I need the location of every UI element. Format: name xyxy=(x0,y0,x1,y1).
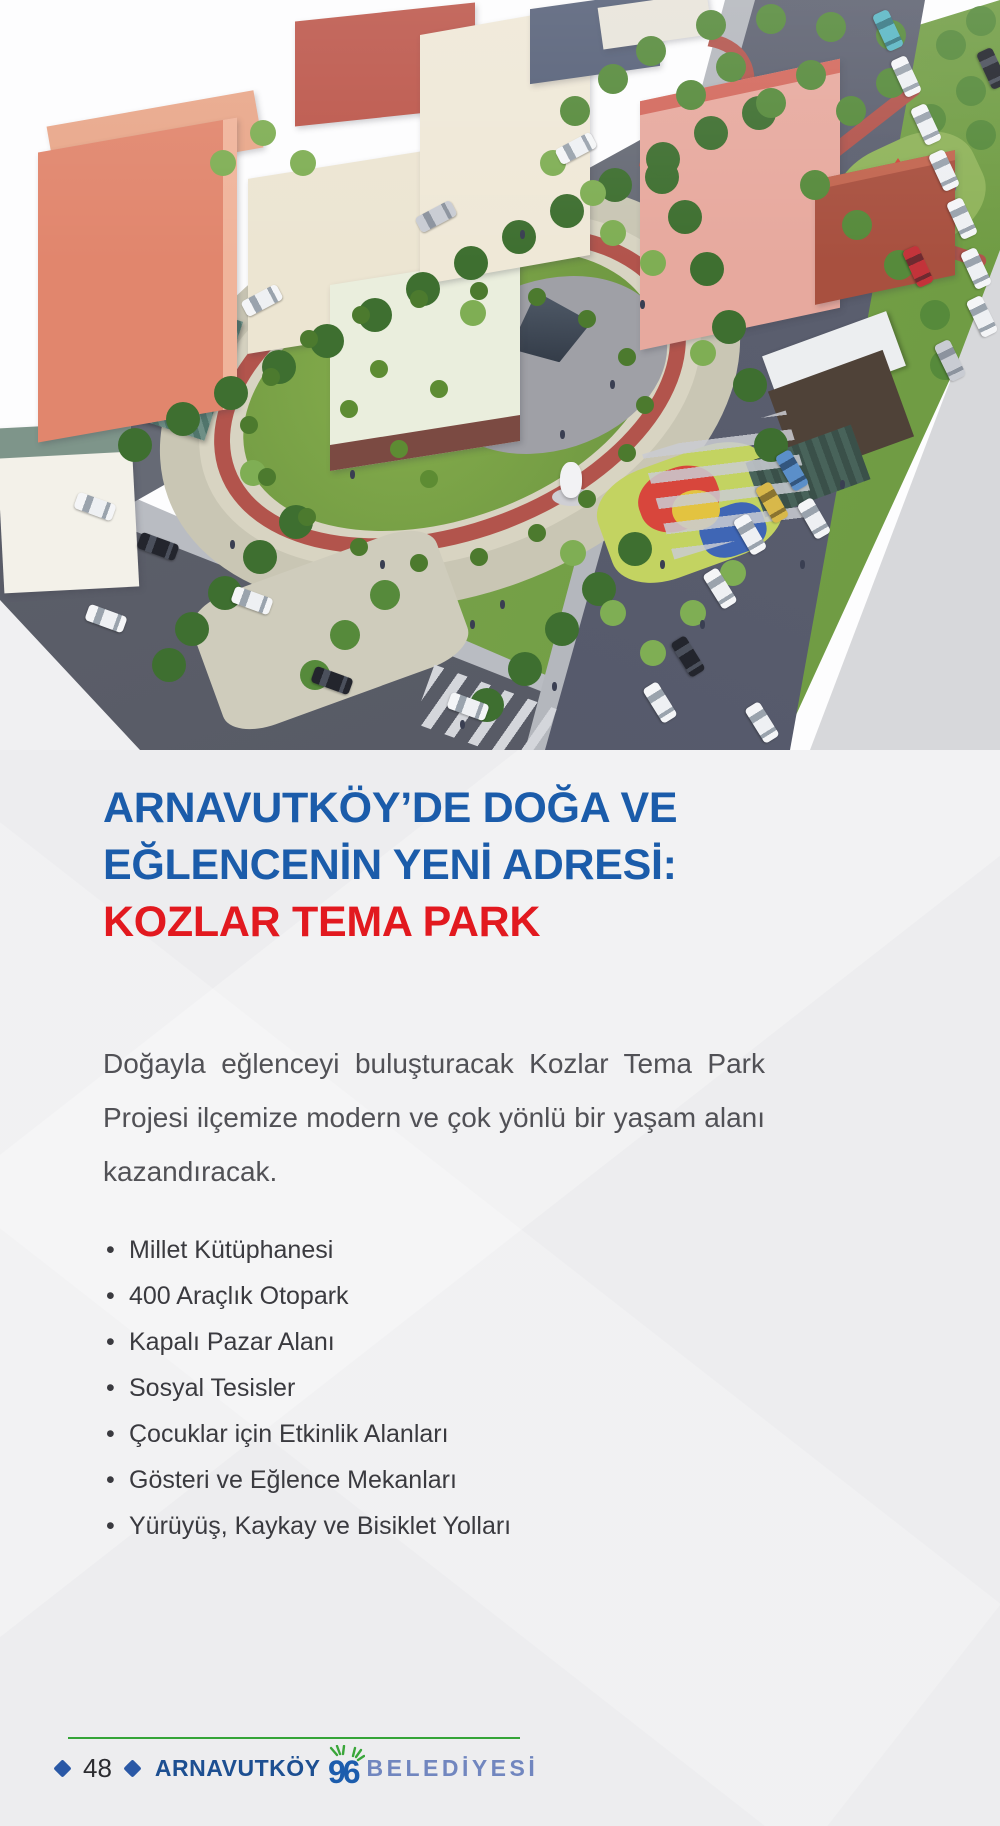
municipality-logo xyxy=(155,1745,538,1792)
article xyxy=(103,780,765,1549)
hero-render xyxy=(0,0,1000,750)
diamond-icon xyxy=(123,1759,141,1777)
footer xyxy=(56,1748,538,1788)
brand-primary-text: ARNAVUTKÖY xyxy=(154,1754,321,1781)
logo-96-icon xyxy=(327,1745,365,1792)
feature-list xyxy=(103,1227,765,1549)
list-item: • Sosyal Tesisler xyxy=(103,1365,765,1411)
article-title-line2: EĞLENCENİN YENİ ADRESİ: xyxy=(103,841,677,889)
diamond-icon xyxy=(53,1759,71,1777)
list-item: • Millet Kütüphanesi xyxy=(103,1227,765,1273)
article-paragraph: Doğayla eğlenceyi buluşturacak Kozlar Tema Park Projesi ilçemize modern ve çok yönlü bir yaşam alanı kazandıracak. xyxy=(103,1048,765,1187)
page-number: 48 xyxy=(83,1752,112,1783)
list-item: • Çocuklar için Etkinlik Alanları xyxy=(103,1411,765,1457)
article-title-highlight: KOZLAR TEMA PARK xyxy=(103,898,541,946)
brand-secondary-text: BELEDİYESİ xyxy=(366,1754,539,1781)
footer-rule xyxy=(68,1737,520,1739)
render-haze xyxy=(0,0,1000,750)
list-item: • Gösteri ve Eğlence Mekanları xyxy=(103,1457,765,1503)
article-title-line1: ARNAVUTKÖY’DE DOĞA VE xyxy=(103,784,678,832)
list-item: • Kapalı Pazar Alanı xyxy=(103,1319,765,1365)
svg-text:96: 96 xyxy=(327,1753,358,1787)
list-item: • 400 Araçlık Otopark xyxy=(103,1273,765,1319)
list-item: • Yürüyüş, Kaykay ve Bisiklet Yolları xyxy=(103,1503,765,1549)
